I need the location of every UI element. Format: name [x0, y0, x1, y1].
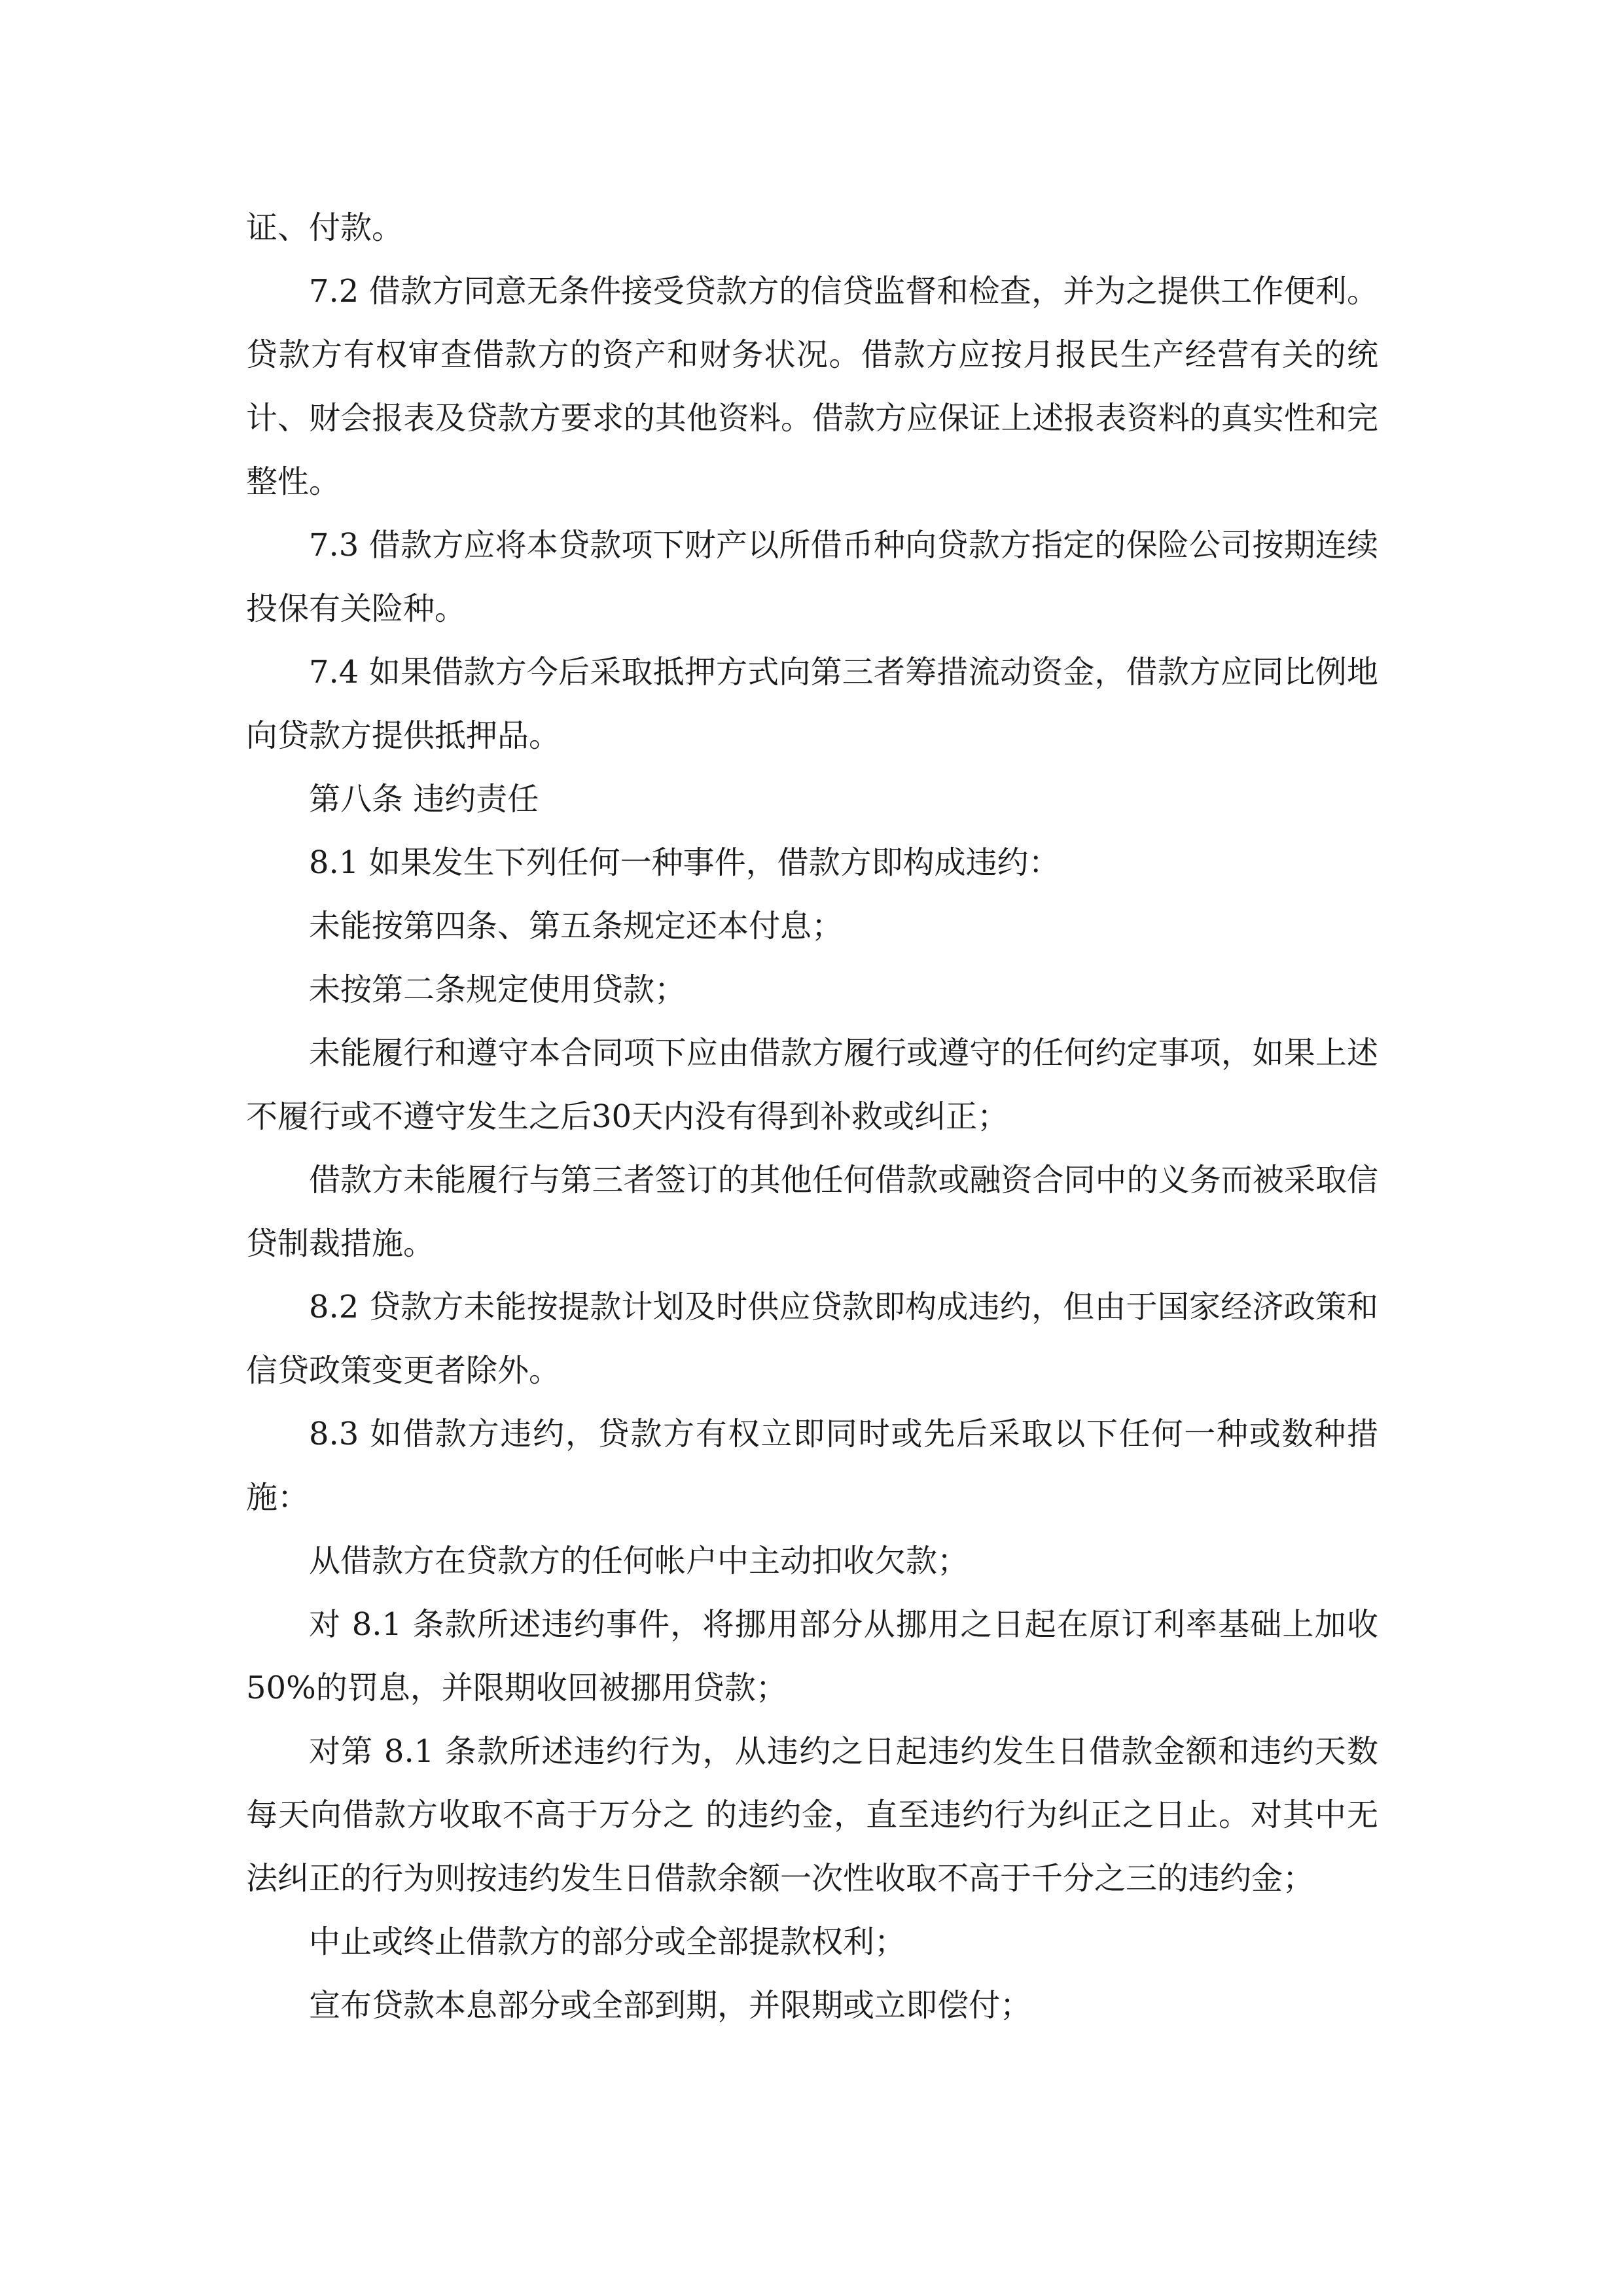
paragraph-7-4: 7.4 如果借款方今后采取抵押方式向第三者筹措流动资金，借款方应同比例地向贷款方提供抵押品。	[246, 654, 1378, 754]
list-item-measure-3: 对第 8.1 条款所述违约行为，从违约之日起违约发生日借款金额和违约天数每天向借款方收取不高于万分之 的违约金，直至违约行为纠正之日止。对其中无法纠正的行为则按违约发生日借款余额一次性收取不高于千分之三的违约金；	[246, 1733, 1378, 1897]
list-item-measure-2: 对 8.1 条款所述违约事件，将挪用部分从挪用之日起在原订利率基础上加收50%的罚息，并限期收回被挪用贷款；	[246, 1606, 1378, 1706]
paragraph-8-2: 8.2 贷款方未能按提款计划及时供应贷款即构成违约，但由于国家经济政策和信贷政策变更者除外。	[246, 1289, 1378, 1389]
paragraph-continuation: 证、付款。	[246, 209, 404, 246]
list-item-default-3: 未能履行和遵守本合同项下应由借款方履行或遵守的任何约定事项，如果上述不履行或不遵守发生之后30天内没有得到补救或纠正；	[246, 1035, 1378, 1135]
document-body	[246, 196, 1378, 2037]
list-item-measure-1: 从借款方在贷款方的任何帐户中主动扣收欠款；	[309, 1543, 969, 1579]
list-item-default-2: 未按第二条规定使用贷款；	[309, 971, 687, 1008]
list-item-measure-4: 中止或终止借款方的部分或全部提款权利；	[309, 1924, 906, 1960]
list-item-default-1: 未能按第四条、第五条规定还本付息；	[309, 908, 844, 944]
section-heading-article-8: 第八条 违约责任	[309, 781, 539, 817]
paragraph-7-2: 7.2 借款方同意无条件接受贷款方的信贷监督和检查，并为之提供工作便利。贷款方有权审查借款方的资产和财务状况。借款方应按月报民生产经营有关的统计、财会报表及贷款方要求的其他资料。借款方应保证上述报表资料的真实性和完整性。	[246, 273, 1378, 500]
paragraph-8-3: 8.3 如借款方违约，贷款方有权立即同时或先后采取以下任何一种或数种措施：	[246, 1416, 1378, 1516]
paragraph-8-1: 8.1 如果发生下列任何一种事件，借款方即构成违约：	[309, 844, 1060, 881]
paragraph-7-3: 7.3 借款方应将本贷款项下财产以所借币种向贷款方指定的保险公司按期连续投保有关险种。	[246, 527, 1378, 627]
list-item-default-4: 借款方未能履行与第三者签订的其他任何借款或融资合同中的义务而被采取信贷制裁措施。	[246, 1162, 1378, 1262]
list-item-measure-5: 宣布贷款本息部分或全部到期，并限期或立即偿付；	[309, 1987, 1032, 2024]
